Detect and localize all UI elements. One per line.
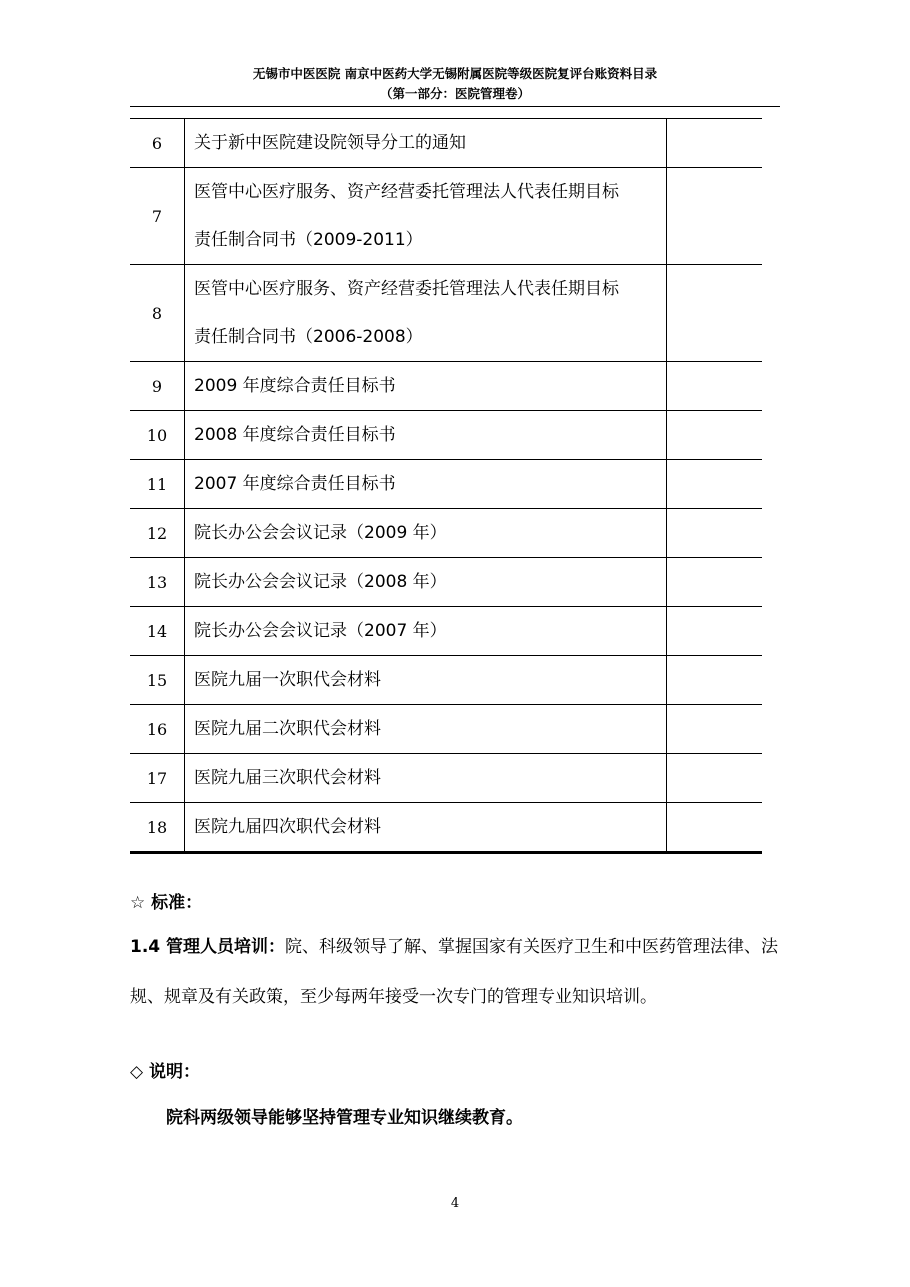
standard-heading: ☆ 标准：: [130, 893, 203, 913]
table-row: [130, 509, 762, 558]
row-title-line: 医院九届三次职代会材料: [194, 768, 381, 788]
explanation-heading: ◇ 说明：: [130, 1062, 200, 1082]
row-title-line: 责任制合同书（2009-2011）: [194, 230, 423, 250]
row-title-line: 医院九届四次职代会材料: [194, 817, 381, 837]
row-note-cell: [667, 362, 763, 411]
row-number: 15: [130, 656, 185, 705]
row-note-cell: [667, 168, 763, 265]
standard-item: [130, 922, 790, 1022]
page-number: 4: [450, 1196, 460, 1211]
document-list-table: [130, 118, 762, 854]
standard-section: [130, 888, 790, 913]
row-note-cell: [667, 509, 763, 558]
row-number: 17: [130, 754, 185, 803]
row-title-line: 关于新中医院建设院领导分工的通知: [194, 133, 466, 153]
standard-item-label: 1.4 管理人员培训：: [130, 937, 286, 957]
row-title: [185, 509, 667, 558]
row-title: [185, 803, 667, 853]
row-title-line: 院长办公会会议记录（2009 年）: [194, 523, 447, 543]
table-row: [130, 754, 762, 803]
row-title-line: 2009 年度综合责任目标书: [194, 376, 396, 396]
row-number: 16: [130, 705, 185, 754]
row-title: [185, 607, 667, 656]
table-row: [130, 362, 762, 411]
row-title-line: 医院九届二次职代会材料: [194, 719, 381, 739]
row-title: [185, 558, 667, 607]
row-number: 11: [130, 460, 185, 509]
row-title: [185, 754, 667, 803]
document-header: [130, 64, 780, 104]
row-note-cell: [667, 656, 763, 705]
header-title: 无锡市中医医院 南京中医药大学无锡附属医院等级医院复评台账资料目录: [252, 66, 658, 81]
table-row: [130, 803, 762, 853]
table-row: [130, 411, 762, 460]
row-title: [185, 362, 667, 411]
row-number: 6: [130, 119, 185, 168]
row-note-cell: [667, 460, 763, 509]
table-row: [130, 607, 762, 656]
row-note-cell: [667, 607, 763, 656]
row-title-line: 医院九届一次职代会材料: [194, 670, 381, 690]
row-number: 18: [130, 803, 185, 853]
row-title-line: 医管中心医疗服务、资产经营委托管理法人代表任期目标: [194, 182, 619, 202]
row-number: 8: [130, 265, 185, 362]
explanation-body: [130, 1103, 790, 1128]
table-row: [130, 460, 762, 509]
row-note-cell: [667, 558, 763, 607]
row-number: 12: [130, 509, 185, 558]
row-note-cell: [667, 803, 763, 853]
table-row: [130, 265, 762, 362]
row-title: [185, 265, 667, 362]
row-number: 9: [130, 362, 185, 411]
row-note-cell: [667, 705, 763, 754]
table-row: [130, 168, 762, 265]
row-note-cell: [667, 754, 763, 803]
row-number: 14: [130, 607, 185, 656]
row-title: [185, 656, 667, 705]
row-title: [185, 460, 667, 509]
row-title: [185, 411, 667, 460]
header-divider: [130, 106, 780, 107]
row-number: 7: [130, 168, 185, 265]
table-row: [130, 558, 762, 607]
row-note-cell: [667, 411, 763, 460]
row-title-line: 院长办公会会议记录（2008 年）: [194, 572, 447, 592]
table-row: [130, 119, 762, 168]
explanation-text: 院科两级领导能够坚持管理专业知识继续教育。: [166, 1108, 523, 1128]
row-title-line: 2007 年度综合责任目标书: [194, 474, 396, 494]
row-title-line: 责任制合同书（2006-2008）: [194, 327, 423, 347]
table-row: [130, 656, 762, 705]
row-number: 10: [130, 411, 185, 460]
header-subtitle: （第一部分：医院管理卷）: [379, 86, 530, 101]
row-note-cell: [667, 265, 763, 362]
row-number: 13: [130, 558, 185, 607]
row-title-line: 院长办公会会议记录（2007 年）: [194, 621, 447, 641]
explanation-section: [130, 1057, 790, 1082]
row-title: [185, 705, 667, 754]
row-title: [185, 168, 667, 265]
row-title: [185, 119, 667, 168]
standard-item-text: 院、科级领导了解、掌握国家有关医疗卫生和中医药管理法律、法规、规章及有关政策，至少每两年接受一次专门的管理专业知识培训。: [130, 937, 779, 1007]
row-title-line: 医管中心医疗服务、资产经营委托管理法人代表任期目标: [194, 279, 619, 299]
row-title-line: 2008 年度综合责任目标书: [194, 425, 396, 445]
table-row: [130, 705, 762, 754]
row-note-cell: [667, 119, 763, 168]
